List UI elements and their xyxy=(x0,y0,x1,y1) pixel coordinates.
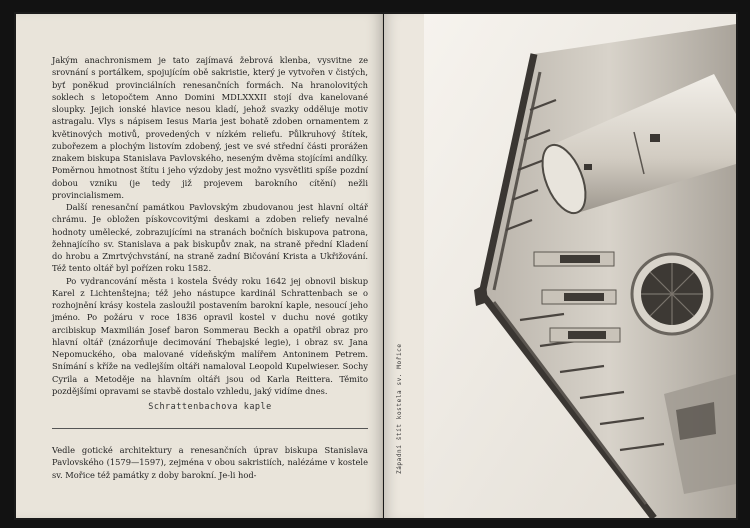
section-title: Schrattenbachova kaple xyxy=(148,402,272,412)
section-text xyxy=(52,444,368,481)
book-spread xyxy=(14,12,738,520)
caption-area xyxy=(394,343,408,514)
church-gable-photo xyxy=(424,14,736,518)
left-page xyxy=(16,14,383,518)
paragraph-1: Jakým anachronismem je tato zajímavá žebrová klenba, vysvitne ze srovnání s portálkem, spojujícím obě sakristie, který je vytvořen v čistých, byť poněkud provinciálních renesančních formách. Na hranolovitých soklech s letopočtem Anno Domini MDLXXXII stojí dva kanelované sloupky. Jejich ionské hlavice nesou kladí, jehož svazky odděluje motiv astragalu. Vlys s nápisem Iesus Maria jest bohatě zdoben ornamentem z květinových motivů, provedených v nízkém reliefu. Půlkruhový štítek, zubořezem a plochým listovím zdobený, jest ve své střední části prorážen znakem biskupa Stanislava Pavlovského, neseným dvěma stojícími andílky. Poměrnou hmotnost štítu i jeho výzdoby jest možno vysvětliti spíše pozdní dobou vzniku (je tedy již projevem barokního cítění) nežli provincialismem. xyxy=(52,55,368,200)
right-page xyxy=(384,14,736,518)
paragraph-3: Po vydrancování města i kostela Švédy roku 1642 jej obnovil biskup Karel z Lichtenštejna; též jeho nástupce kardinál Schrattenbach se o rozhojnění krásy kostela zasloužil postavením barokní kaple, nesoucí jeho jméno. Po požáru v roce 1836 opravil kostel v duchu nové gotiky arcibiskup Maxmilián Josef baron Sommerau Beckh a opatřil obraz pro hlavní oltář (znázorňuje decimování Thebajské legie), i obraz sv. Jana Nepomuckého, oba malované vídeňským malířem Antoninem Petrem. Snímání s kříže na vedlejším oltáři namaloval Leopold Kupelwieser. Sochy Cyrila a Metoděje na hlavním oltáři jsou od Karla Reittera. Těmito pozdějšími opravami se stavbě dostalo vzhledu, jaký vidíme dnes. xyxy=(52,275,368,396)
section-paragraph: Vedle gotické architektury a renesančních úprav biskupa Stanislava Pavlovského (1579—1597), zejména v obou sakristiích, nalézáme v kostele sv. Mořice též památky z doby barokní. Je-li hod- xyxy=(52,445,368,480)
section-rule xyxy=(52,428,368,429)
body-text xyxy=(52,54,368,397)
paragraph-2: Další renesanční památkou Pavlovským zbudovanou jest hlavní oltář chrámu. Je obložen pískovcovitými deskami a zdoben reliefy nevalné hodnoty umělecké, zobrazujícími na stranách bočních biskupova patrona, žehnajícího sv. Stanislava a pak biskupův znak, na straně přední Kladení do hrobu a Zmrtvýchvstání, na straně zadní Bičování Krista a Ukřižování. Též tento oltář byl pořízen roku 1582. xyxy=(52,202,368,274)
photo-caption: Západní štít kostela sv. Mořice xyxy=(396,343,403,474)
